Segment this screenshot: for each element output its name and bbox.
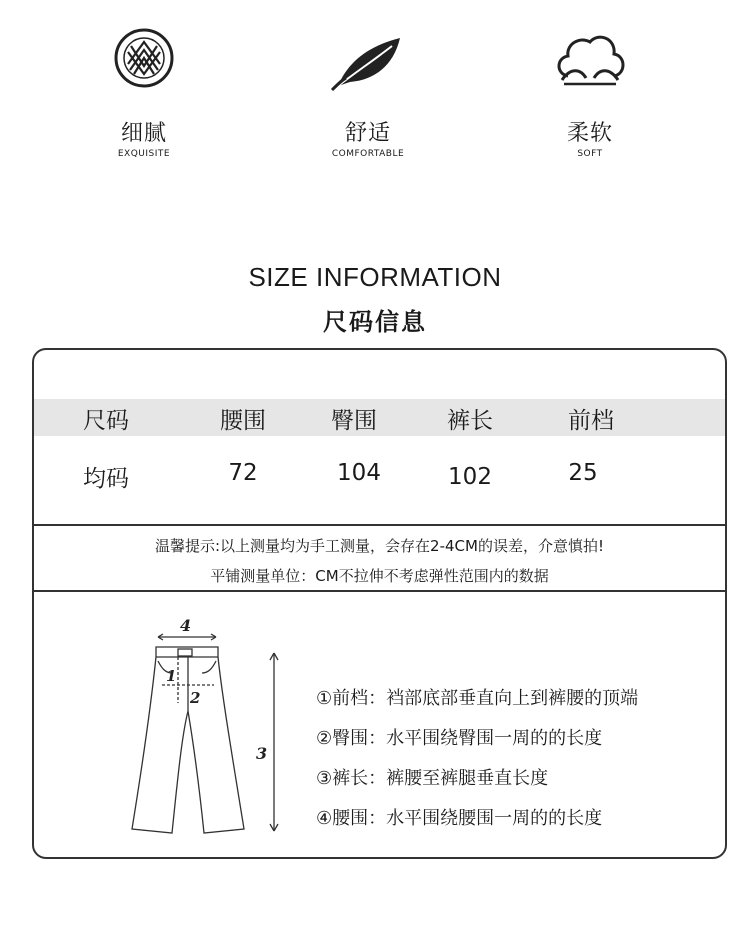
- legend-rise: ①前档：裆部底部垂直向上到裤腰的顶端: [316, 688, 639, 709]
- measurement-note: 温馨提示:以上测量均为手工测量，会存在2-4CM的误差，介意慎拍!: [155, 537, 604, 555]
- cell-length: 102: [448, 464, 492, 490]
- feature-exquisite: [54, 24, 234, 159]
- pants-diagram: [122, 615, 282, 855]
- diagram-label-waist: 4: [180, 616, 192, 635]
- header-size: 尺码: [83, 408, 129, 434]
- diagram-label-hip: 2: [190, 689, 201, 707]
- header-hip: 臀围: [331, 408, 377, 434]
- size-info-title: SIZE INFORMATION: [248, 262, 502, 292]
- table-header-row: [34, 399, 725, 436]
- diagram-label-length: 3: [256, 744, 268, 763]
- cell-hip: 104: [337, 460, 381, 486]
- feature-subtitle: EXQUISITE: [117, 149, 171, 159]
- header-waist: 腰围: [220, 408, 266, 434]
- header-rise: 前档: [568, 408, 614, 434]
- measurement-unit-note: 平铺测量单位：CM不拉伸不考虑弹性范围内的数据: [210, 567, 549, 585]
- features-row: [0, 0, 750, 180]
- divider: [34, 524, 725, 526]
- cloud-icon: [550, 24, 630, 98]
- header-length: 裤长: [447, 408, 493, 434]
- feature-title: 舒适: [344, 121, 391, 146]
- feature-title: 柔软: [566, 121, 613, 146]
- cell-waist: 72: [228, 460, 258, 486]
- size-card: [32, 348, 727, 859]
- diagram-label-rise: 1: [166, 667, 177, 685]
- feature-comfortable: [278, 24, 458, 159]
- divider: [34, 590, 725, 592]
- cell-size: 均码: [83, 466, 129, 492]
- leaf-icon: [328, 24, 408, 98]
- legend-length: ③裤长：裤腰至裤腿垂直长度: [316, 768, 549, 789]
- mesh-weave-icon: [104, 24, 184, 98]
- feature-subtitle: SOFT: [577, 149, 603, 159]
- feature-subtitle: COMFORTABLE: [331, 149, 405, 159]
- legend-waist: ④腰围：水平围绕腰围一周的的长度: [316, 808, 603, 829]
- feature-soft: [500, 24, 680, 159]
- size-info-subtitle: 尺码信息: [323, 308, 427, 336]
- cell-rise: 25: [568, 460, 598, 486]
- feature-title: 细腻: [120, 121, 167, 146]
- legend-hip: ②臀围：水平围绕臀围一周的的长度: [316, 728, 603, 749]
